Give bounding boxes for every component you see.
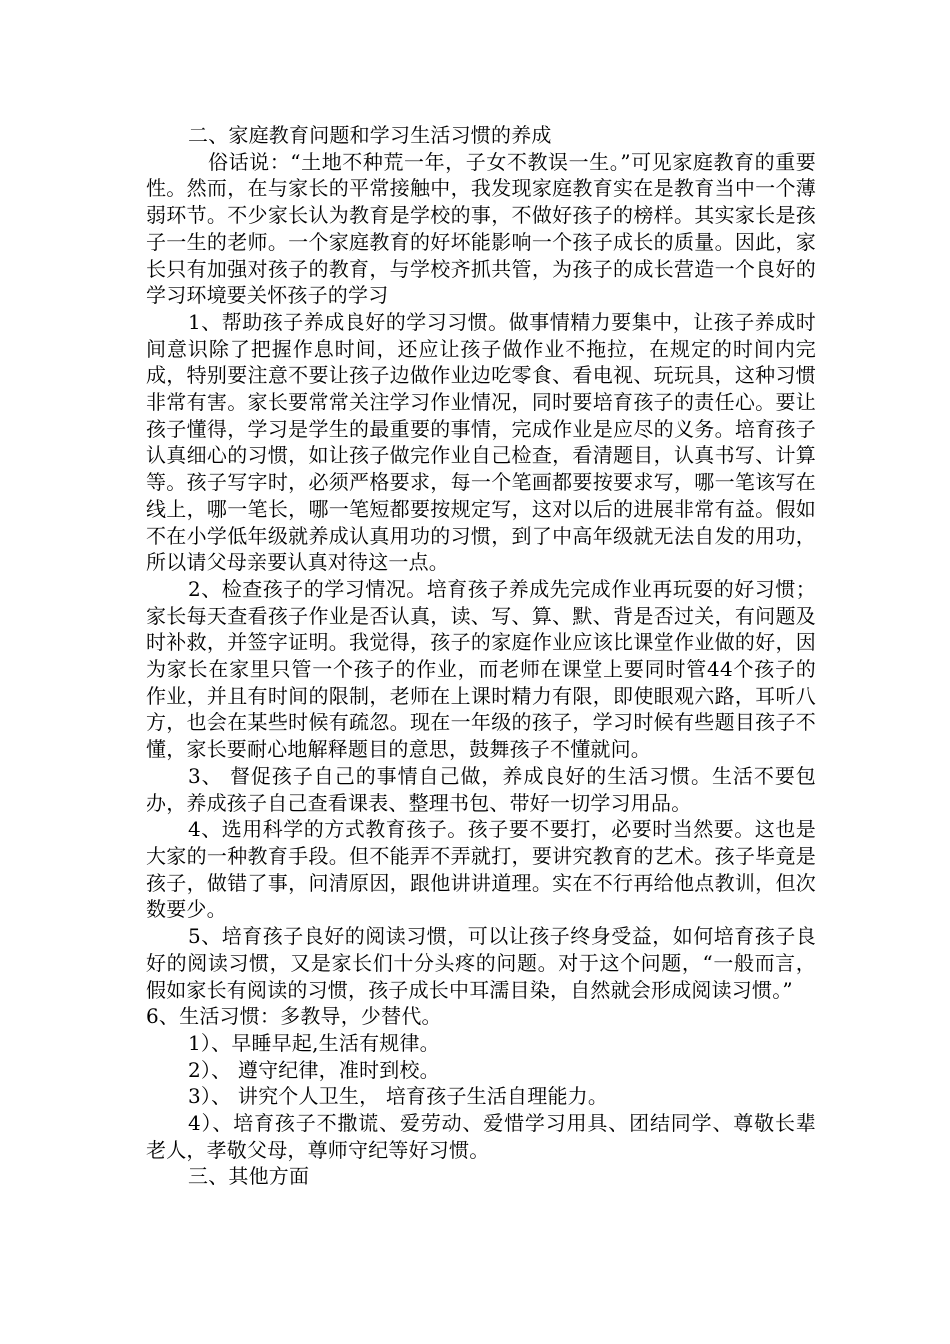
sub-item-sleep-schedule: 1）、早睡早起,生活有规律。 xyxy=(188,1030,440,1055)
sub-item-discipline: 2）、 遵守纪律，准时到校。 xyxy=(188,1057,440,1082)
intro-paragraph: 俗话说：“土地不种荒一年，子女不教误一生。”可见家庭教育的重要性。然而，在与家长的平常接触中，我发现家庭教育实在是教育当中一个薄弱环节。不少家长认为教育是学校的事，不做好孩子的榜样。其实家长是孩子一生的老师。一个家庭教育的好坏能影响一个孩子成长的质量。因此，家长只有加强对孩子的教育，与学校齐抓共管，为孩子的成长营造一个良好的学习环境要关怀孩子的学习 xyxy=(146,149,816,308)
list-item-reading-habits: 5、培育孩子良好的阅读习惯，可以让孩子终身受益，如何培育孩子良好的阅读习惯，又是家长们十分头疼的问题。对于这个问题，“一般而言，假如家长有阅读的习惯，孩子成长中耳濡目染，自然就会形成阅读习惯。” xyxy=(146,924,816,1002)
sub-item-hygiene: 3）、 讲究个人卫生， 培育孩子生活自理能力。 xyxy=(188,1084,609,1109)
section-heading-family-education: 二、家庭教育问题和学习生活习惯的养成 xyxy=(188,123,552,147)
list-item-life-habits: 6、生活习惯：多教导，少替代。 xyxy=(146,1004,442,1029)
list-item-self-reliance: 3、 督促孩子自己的事情自己做，养成良好的生活习惯。生活不要包办，养成孩子自己查看课表、整理书包、带好一切学习用品。 xyxy=(146,763,816,815)
list-item-study-habits: 1、帮助孩子养成良好的学习习惯。做事情精力要集中，让孩子养成时间意识除了把握作息时间，还应让孩子做作业不拖拉，在规定的时间内完成，特别要注意不要让孩子边做作业边吃零食、看电视、玩玩具，这种习惯非常有害。家长要常常关注学习作业情况，同时要培育孩子的责任心。要让孩子懂得，学习是学生的最重要的事情，完成作业是应尽的义务。培育孩子认真细心的习惯，如让孩子做完作业自己检查，看清题目，认真书写、计算等。孩子写字时，必须严格要求，每一个笔画都要按要求写，哪一笔该写在线上，哪一笔长，哪一笔短都要按规定写，这对以后的进展非常有益。假如不在小学低年级就养成认真用功的习惯，到了中高年级就无法自发的用功，所以请父母亲要认真对待这一点。 xyxy=(146,309,816,575)
list-item-scientific-methods: 4、选用科学的方式教育孩子。孩子要不要打，必要时当然要。这也是大家的一种教育手段。但不能弄不弄就打，要讲究教育的艺术。孩子毕竟是孩子，做错了事，问清原因，跟他讲讲道理。实在不行再给他点教训，但次数要少。 xyxy=(146,817,816,922)
list-item-check-study: 2、检查孩子的学习情况。培育孩子养成先完成作业再玩耍的好习惯；家长每天查看孩子作业是否认真，读、写、算、默、背是否过关，有问题及时补救，并签字证明。我觉得，孩子的家庭作业应该比课堂作业做的好，因为家长在家里只管一个孩子的作业，而老师在课堂上要同时管44个孩子的作业，并且有时间的限制，老师在上课时精力有限，即使眼观六路，耳听八方，也会在某些时候有疏忽。现在一年级的孩子，学习时候有些题目孩子不懂，家长要耐心地解释题目的意思，鼓舞孩子不懂就问。 xyxy=(146,576,816,762)
sub-item-good-habits: 4）、培育孩子不撒谎、爱劳动、爱惜学习用具、团结同学、尊敬长辈老人，孝敬父母，尊师守纪等好习惯。 xyxy=(146,1111,816,1162)
section-heading-other: 三、其他方面 xyxy=(188,1164,310,1189)
document-page xyxy=(146,122,816,1190)
